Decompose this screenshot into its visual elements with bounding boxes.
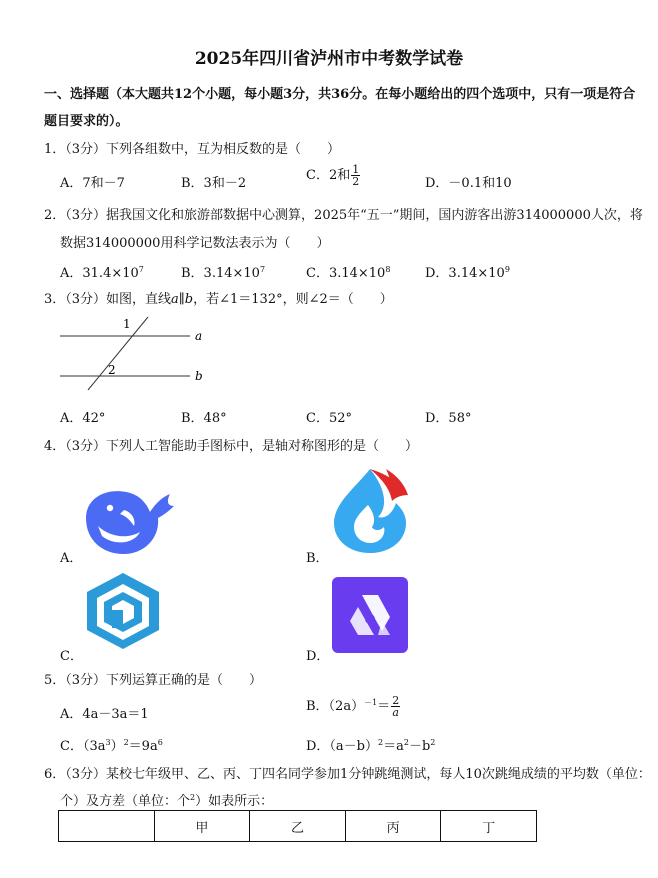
q3-option-b: B．48°: [181, 411, 227, 426]
q6-stem-line2: 个）及方差（单位：个$^2$）如表所示：: [60, 793, 274, 809]
q5-option-a: A．4a－3a＝1: [60, 707, 149, 722]
q3-stem: 3．（3分）如图，直线a∥b，若∠1＝132°，则∠2＝（ ）: [44, 292, 393, 307]
angle-1-label: 1: [123, 317, 131, 331]
q3-option-c: C．52°: [306, 411, 352, 426]
q5-stem: 5．（3分）下列运算正确的是（ ）: [44, 673, 263, 688]
q4-option-a: A．: [60, 551, 83, 566]
q1-option-c-fraction: $\frac{1}{2}$: [352, 163, 360, 188]
q5-option-b-fraction: $\frac{2}{a}$: [392, 694, 400, 719]
page-title: 2025年四川省泸州市中考数学试卷: [194, 49, 464, 69]
q6-stem-line1: 6．（3分）某校七年级甲、乙、丙、丁四名同学参加1分钟跳绳测试，每人10次跳绳成绩的平均数（单位：: [44, 767, 651, 782]
q2-option-a: A．$31.4\times 10^7$: [60, 265, 144, 281]
section-heading-line1: 一、选择题（本大题共12个小题，每小题3分，共36分。在每小题给出的四个选项中，只有一项是符合: [44, 87, 636, 102]
parallel-lines-figure: [55, 312, 215, 392]
cube-logo-icon: [82, 570, 164, 652]
q5-option-b: B．$(2a)^{-1}=$ $\frac{2}{a}$: [306, 694, 400, 719]
table-header-cell: 丙: [345, 811, 441, 842]
angle-2-label: 2: [108, 363, 116, 377]
q2-option-b: B．$3.14\times 10^7$: [181, 265, 266, 281]
q1-option-a: A．7和－7: [60, 176, 125, 191]
flame-drop-logo-icon: [330, 465, 410, 557]
q5-option-c: C．$(3a^3)^2=9a^6$: [60, 738, 163, 754]
section-heading-line2: 题目要求的）。: [44, 114, 129, 129]
q2-option-d: D．$3.14\times 10^9$: [425, 265, 510, 281]
q4-option-b: B．: [306, 551, 329, 566]
q1-stem: 1．（3分）下列各组数中，互为相反数的是（ ）: [44, 142, 341, 157]
q4-option-c: C．: [60, 649, 83, 664]
table-header-cell: 甲: [154, 811, 250, 842]
q5-option-d: D．$(a-b)^2=a^2-b^2$: [306, 738, 436, 754]
line-b-label: b: [195, 369, 203, 383]
q2-stem-line1: 2．（3分）据我国文化和旅游部数据中心测算，2025年“五一”期间，国内游客出游314000000人次，将: [44, 208, 643, 223]
q2-stem-line2: 数据314000000用科学记数法表示为（ ）: [60, 236, 330, 251]
q4-option-d: D．: [306, 649, 330, 664]
triangle-knot-logo-icon: [332, 577, 408, 653]
table-header-cell: [59, 811, 155, 842]
q3-option-d: D．58°: [425, 411, 472, 426]
q1-option-d: D．－0.1和10: [425, 176, 512, 191]
q1-option-c: C．2和 $\frac{1}{2}$: [306, 163, 360, 188]
whale-logo-icon: [80, 480, 180, 560]
table-header-cell: 丁: [441, 811, 537, 842]
q4-stem: 4．（3分）下列人工智能助手图标中，是轴对称图形的是（ ）: [44, 439, 419, 454]
table-header-cell: 乙: [250, 811, 346, 842]
q1-option-b: B．3和－2: [181, 176, 247, 191]
score-table: [58, 810, 537, 842]
line-a-label: a: [195, 329, 203, 343]
table-header-row: [59, 811, 537, 842]
q3-option-a: A．42°: [60, 411, 106, 426]
q2-option-c: C．$3.14\times 10^8$: [306, 265, 391, 281]
